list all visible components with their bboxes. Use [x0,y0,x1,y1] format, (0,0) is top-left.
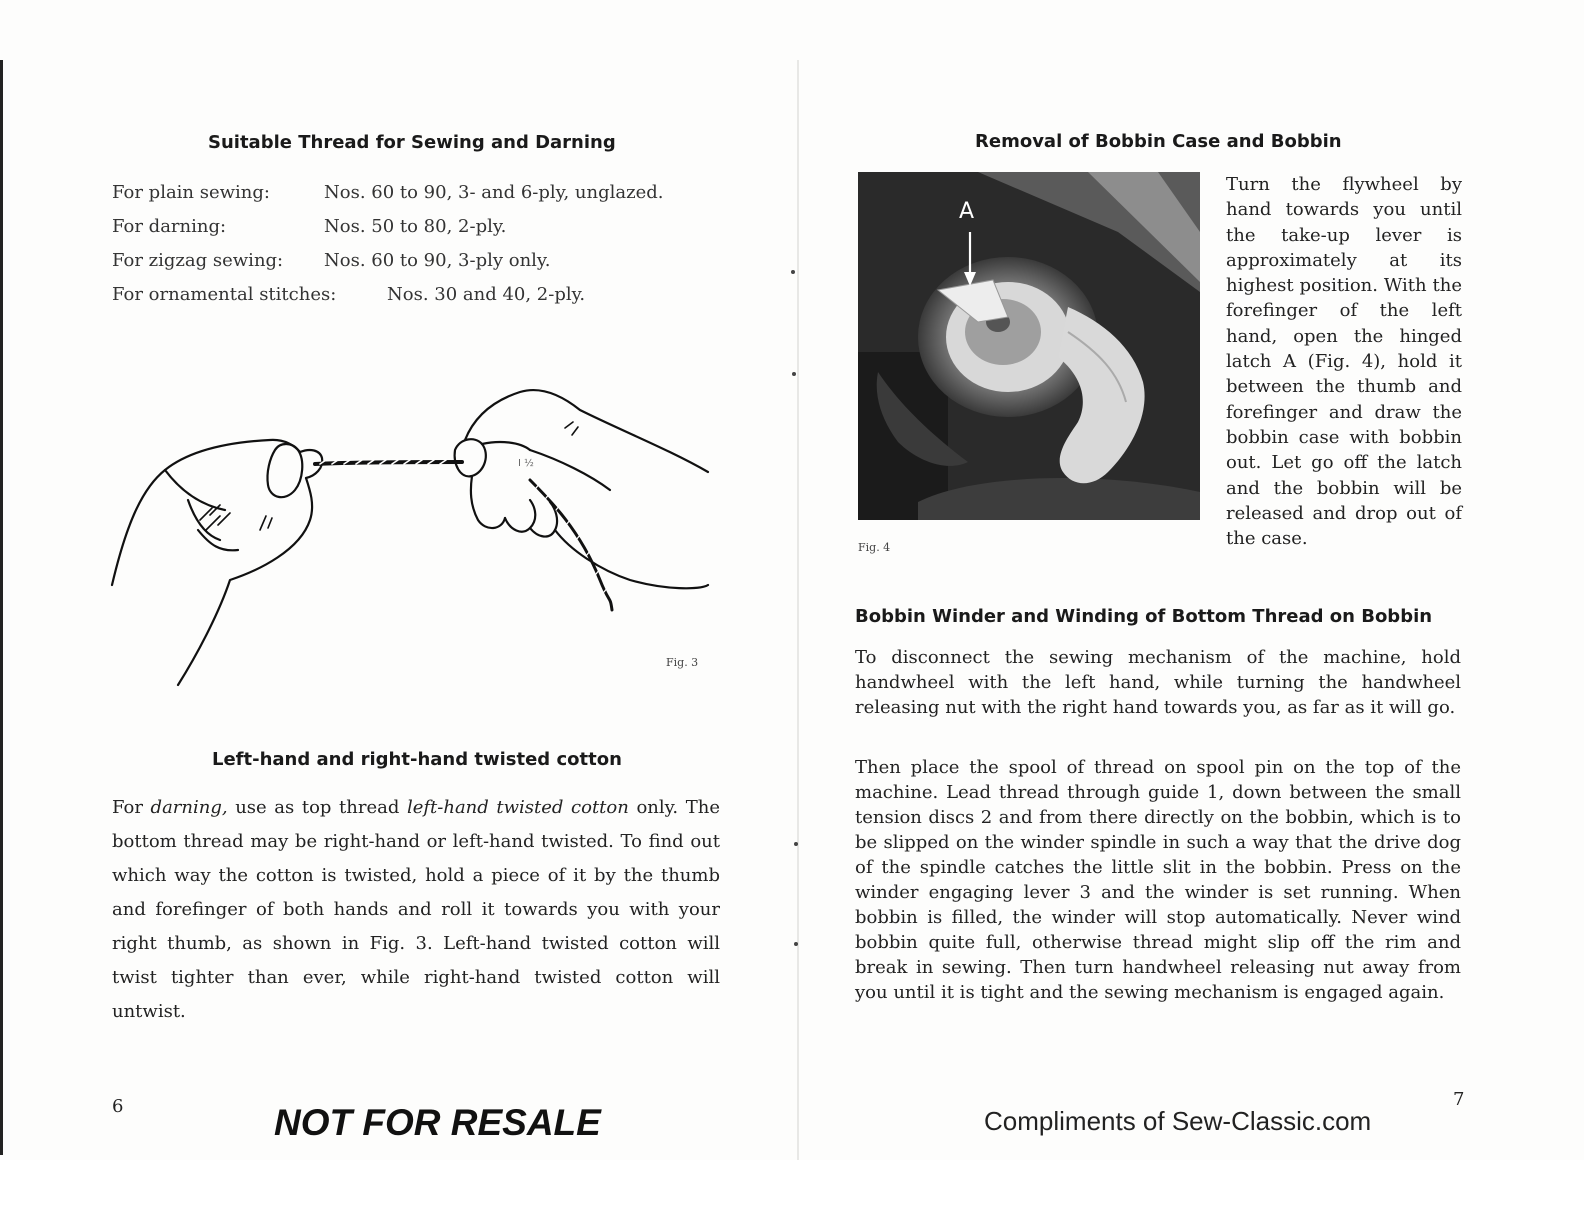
photo-marker-a: A [959,199,975,224]
bobbin-winder-paragraph-1: To disconnect the sewing mechanism of the machine, hold handwheel with the left hand, while turning the handwheel releasing nut with the right hand towards you, as far as it will go. [855,647,1461,718]
thread-row-label: For zigzag sewing: [112,250,284,271]
subheading-bobbin-winder: Bobbin Winder and Winding of Bottom Thread on Bobbin [855,606,1433,627]
spine-mark [791,270,795,274]
fig4-label: Fig. 4 [858,541,891,554]
page-number-right: 7 [1453,1089,1465,1110]
paragraph-text: For [112,797,151,818]
subheading-twisted-cotton: Left-hand and right-hand twisted cotton [212,749,622,770]
page-number-left: 6 [112,1096,124,1117]
thread-row-value: Nos. 30 and 40, 2-ply. [387,284,586,305]
book-edge [0,60,3,1155]
thread-row-value: Nos. 50 to 80, 2-ply. [324,216,507,237]
paragraph-text: only. The bottom thread may be right-hand or left-hand twisted. To find out which way the cotton is twisted, hold a piece of it by the thumb and forefinger of both hands and roll it towards you with your right thumb, as shown in Fig. 3. Left-hand twisted cotton will twist tighter than ever, while right-hand twisted cotton will untwist. [112,797,720,1022]
section-heading-bobbin-removal: Removal of Bobbin Case and Bobbin [975,131,1342,152]
bobbin-winder-paragraph-2: Then place the spool of thread on spool pin on the top of the machine. Lead thread through guide 1, down between the small tension discs 2 and from there directly on the bobbin, which is to be slipped on the winder spindle in such a way that the drive dog of the spindle catches the little slit in the bobbin. Press on the winder engaging lever 3 and the winder is set running. When bobbin is filled, the winder will stop automatically. Never wind bobbin quite full, otherwise thread might slip off the rim and break in sewing. Then turn handwheel releasing nut away from you until it is tight and the sewing mechanism is engaged again. [855,757,1461,1003]
thread-row-label: For darning: [112,216,227,237]
footer-compliments: Compliments of Sew-Classic.com [984,1106,1372,1136]
thread-row [112,216,507,237]
thread-row-value: Nos. 60 to 90, 3-ply only. [324,250,551,271]
spine-mark [792,372,796,376]
thread-row-label: For ornamental stitches: [112,284,337,305]
twisted-cotton-paragraph [112,791,720,1029]
thread-row [112,182,664,203]
fig3-label: Fig. 3 [666,656,699,669]
svg-text:I ½: I ½ [518,458,534,469]
section-heading-thread: Suitable Thread for Sewing and Darning [208,132,616,153]
paragraph-emphasis: left-hand twisted cotton [406,797,629,818]
thread-row [112,284,586,305]
paragraph-text: use as top thread [227,797,407,818]
paragraph-emphasis: darning, [150,797,228,818]
bobbin-removal-text: Turn the flywheel by hand towards you until the take-up lever is approximately at its highest position. With the forefinger of the left hand, open the hinged latch A (Fig. 4), hold it between the thumb and forefinger and draw the bobbin case with bobbin out. Let go off the latch and the bobbin will be released and drop out of the case. [1226,174,1462,550]
thread-row-value: Nos. 60 to 90, 3- and 6-ply, unglazed. [324,182,664,203]
thread-row-label: For plain sewing: [112,182,270,203]
spine-mark [794,842,798,846]
footer-not-for-resale: NOT FOR RESALE [274,1102,601,1143]
book-spine [797,60,799,1160]
bobbin-case-photo [858,172,1200,520]
hands-twisting-thread-illustration [110,380,720,690]
thread-row [112,250,551,271]
spine-mark [794,942,798,946]
